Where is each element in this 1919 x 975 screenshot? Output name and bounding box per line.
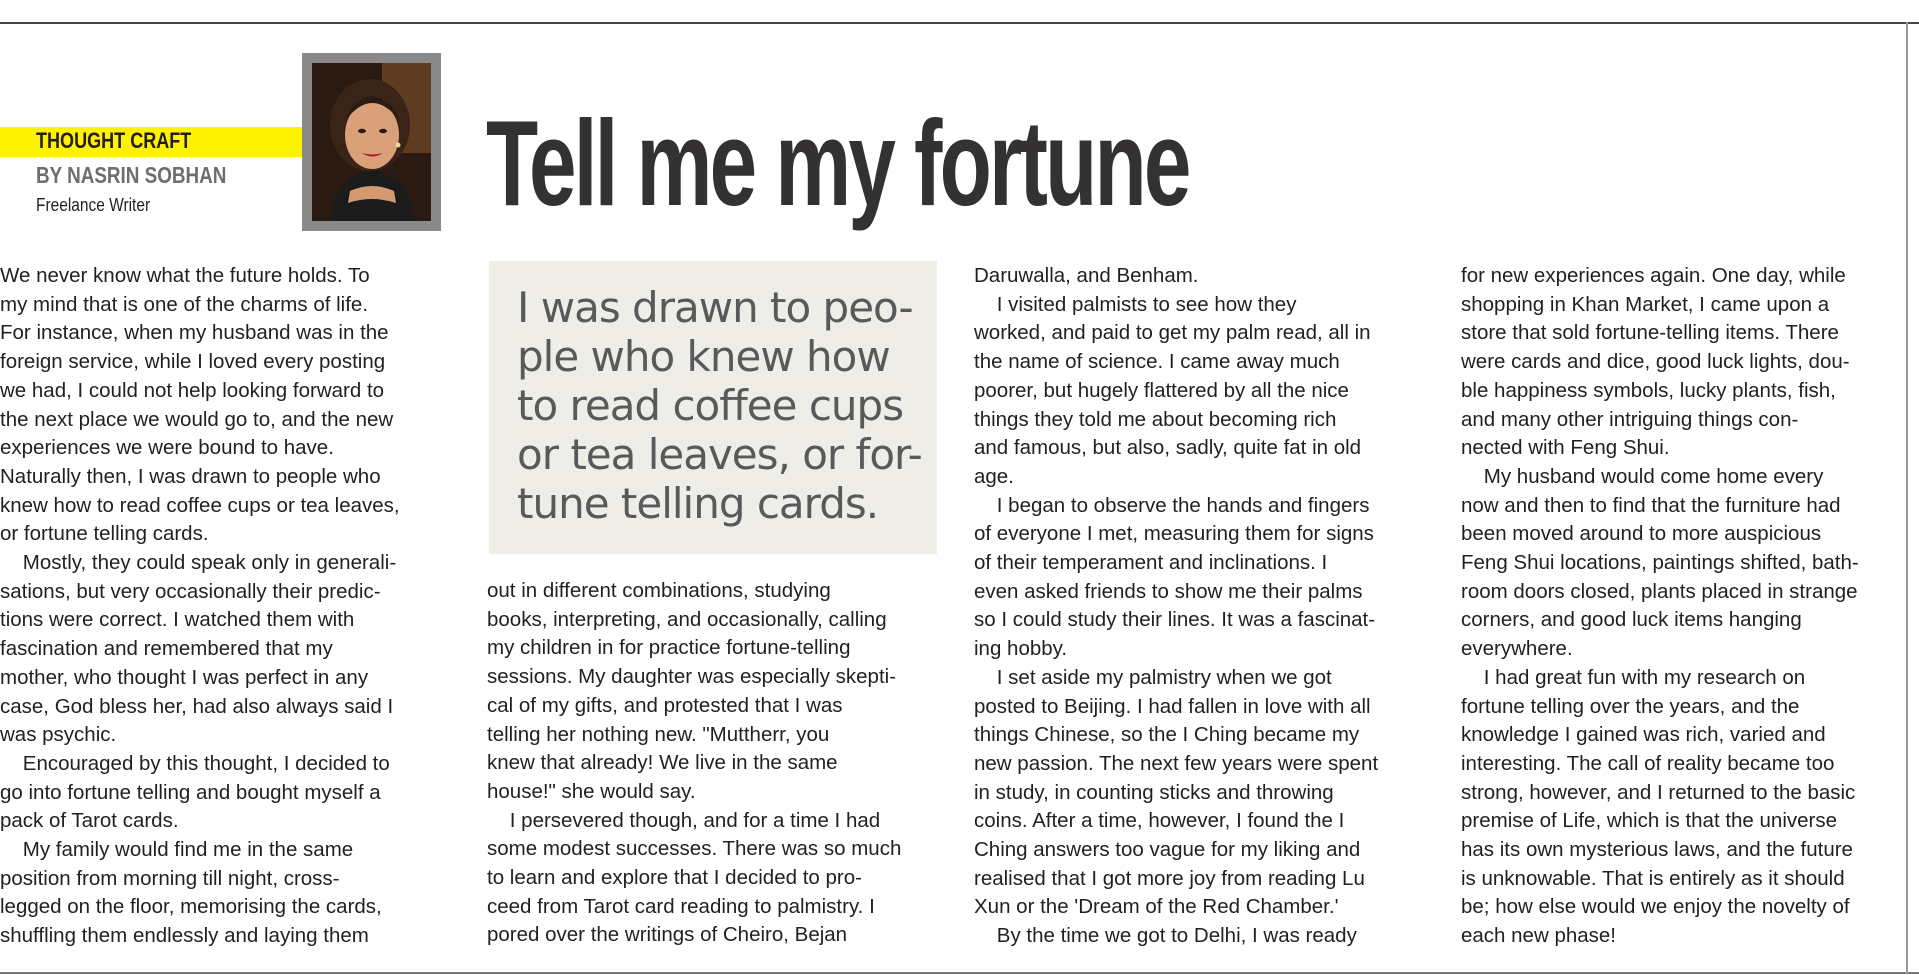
article-text-line: case, God bless her, had also always said I xyxy=(0,694,394,718)
article-text-line: shuffling them endlessly and laying them xyxy=(0,924,369,948)
article-text-line: I visited palmists to see how they xyxy=(974,292,1297,316)
pull-quote-text xyxy=(517,283,922,528)
article-text-line: the name of science. I came away much xyxy=(974,350,1340,374)
pull-quote-line: I was drawn to peo- xyxy=(517,283,913,332)
article-text-line: even asked friends to show me their palms xyxy=(974,579,1363,603)
article-text-line: Xun or the 'Dream of the Red Chamber.' xyxy=(974,895,1339,919)
article-text-line: I began to observe the hands and fingers xyxy=(974,493,1370,517)
article-text-line: Feng Shui locations, paintings shifted, bath- xyxy=(1461,551,1859,575)
article-text-line: ing hobby. xyxy=(974,637,1068,661)
article-text-line: coins. After a time, however, I found the I xyxy=(974,809,1345,833)
article-text-line: posted to Beijing. I had fallen in love with all xyxy=(974,694,1371,718)
article-text-line: We never know what the future holds. To xyxy=(0,264,370,287)
article-text-line: things they told me about becoming rich xyxy=(974,407,1337,431)
pull-quote-line: ple who knew how xyxy=(517,332,890,381)
article-text-line: go into fortune telling and bought myself a xyxy=(0,780,381,804)
article-text-line: each new phase! xyxy=(1461,924,1617,948)
article-text-line: new passion. The next few years were spent xyxy=(974,751,1379,775)
article-text-line: I persevered though, and for a time I had xyxy=(487,808,881,832)
headline: Tell me my fortune xyxy=(486,95,1189,231)
article-text-line: fortune telling over the years, and the xyxy=(1461,694,1800,718)
article-text-line: corners, and good luck items hanging xyxy=(1461,608,1802,632)
article-text-line: sations, but very occasionally their predic- xyxy=(0,579,381,603)
top-rule xyxy=(0,22,1919,24)
article-text-line: realised that I got more joy from reading Lu xyxy=(974,866,1365,890)
article-text-line: in study, in counting sticks and throwing xyxy=(974,780,1334,804)
article-text-line: some modest successes. There was so much xyxy=(487,837,902,861)
article-text-line: so I could study their lines. It was a fascinat- xyxy=(974,608,1376,632)
article-text-line: Mostly, they could speak only in generali- xyxy=(0,551,397,575)
article-text-line: I had great fun with my research on xyxy=(1461,665,1806,689)
article-text-line: Naturally then, I was drawn to people who xyxy=(0,464,381,488)
article-text-line: has its own mysterious laws, and the future xyxy=(1461,838,1853,862)
article-text-line: foreign service, while I loved every posting xyxy=(0,350,386,374)
article-text-line: age. xyxy=(974,464,1014,488)
article-text-line: telling her nothing new. "Muttherr, you xyxy=(487,722,830,746)
article-text-line: or fortune telling cards. xyxy=(0,522,209,546)
article-text-line: experiences we were bound to have. xyxy=(0,436,334,460)
article-text-line: For instance, when my husband was in the xyxy=(0,321,389,345)
article-text-line: knew how to read coffee cups or tea leaves, xyxy=(0,493,400,517)
right-rule xyxy=(1906,22,1908,974)
pull-quote-box xyxy=(489,261,937,554)
article-text-line: now and then to find that the furniture had xyxy=(1461,493,1841,517)
article-text-line: knowledge I gained was rich, varied and xyxy=(1461,723,1826,747)
article-text-line: everywhere. xyxy=(1461,637,1573,661)
article-text-line: for new experiences again. One day, while xyxy=(1461,264,1846,287)
author-byline: BY NASRIN SOBHAN xyxy=(36,162,227,188)
article-text-line: knew that already! We live in the same xyxy=(487,751,838,775)
article-text-line: cal of my gifts, and protested that I was xyxy=(487,693,843,717)
article-text-line: and many other intriguing things con- xyxy=(1461,407,1799,431)
article-text-line: strong, however, and I returned to the basic xyxy=(1461,780,1856,804)
article-text-line: fascination and remembered that my xyxy=(0,637,333,661)
article-text-line: was psychic. xyxy=(0,723,117,747)
article-text-line: interesting. The call of reality became too xyxy=(1461,751,1835,775)
article-text-line: Daruwalla, and Benham. xyxy=(974,264,1199,287)
article-text-line: house!" she would say. xyxy=(487,779,696,803)
article-text-line: my mind that is one of the charms of life. xyxy=(0,292,369,316)
article-text-line: ceed from Tarot card reading to palmistry. I xyxy=(487,894,875,918)
article-text-line: out in different combinations, studying xyxy=(487,579,831,602)
article-text-line: Ching answers too vague for my liking and xyxy=(974,838,1361,862)
article-column-2 xyxy=(487,577,901,950)
article-text-line: poorer, but hugely flattered by all the nice xyxy=(974,378,1349,402)
article-text-line: worked, and paid to get my palm read, all in xyxy=(974,321,1371,345)
article-text-line: Encouraged by this thought, I decided to xyxy=(0,751,390,775)
article-text-line: store that sold fortune-telling items. There xyxy=(1461,321,1839,345)
article-text-line: things Chinese, so the I Ching became my xyxy=(974,723,1360,747)
article-text-line: my children in for practice fortune-telling xyxy=(487,636,851,660)
article-text-line: tions were correct. I watched them with xyxy=(0,608,355,632)
article-text-line: of their temperament and inclinations. I xyxy=(974,551,1328,575)
article-text-line: mother, who thought I was perfect in any xyxy=(0,665,369,689)
article-column-3 xyxy=(974,262,1378,951)
article-text-line: to learn and explore that I decided to pro- xyxy=(487,866,862,890)
article-text-line: By the time we got to Delhi, I was ready xyxy=(974,924,1357,948)
article-text-line: be; how else would we enjoy the novelty of xyxy=(1461,895,1850,919)
article-text-line: is unknowable. That is entirely as it should xyxy=(1461,866,1845,890)
bottom-rule xyxy=(0,972,1919,974)
article-text-line: nected with Feng Shui. xyxy=(1461,436,1670,460)
article-text-line: My family would find me in the same xyxy=(0,838,354,862)
article-text-line: room doors closed, plants placed in strange xyxy=(1461,579,1858,603)
author-role: Freelance Writer xyxy=(36,195,151,215)
article-text-line: premise of Life, which is that the universe xyxy=(1461,809,1838,833)
article-text-line: were cards and dice, good luck lights, dou- xyxy=(1461,350,1850,374)
article-text-line: position from morning till night, cross- xyxy=(0,866,340,890)
article-column-4 xyxy=(1461,262,1859,951)
article-text-line: I set aside my palmistry when we got xyxy=(974,665,1332,689)
article-column-1 xyxy=(0,262,400,951)
article-text-line: and famous, but also, sadly, quite fat in old xyxy=(974,436,1362,460)
article-text-line: sessions. My daughter was especially skepti- xyxy=(487,665,897,689)
article-text-line: we had, I could not help looking forward to xyxy=(0,378,385,402)
author-portrait xyxy=(302,53,441,231)
article-text-line: shopping in Khan Market, I came upon a xyxy=(1461,292,1830,316)
article-text-line: legged on the floor, memorising the cards, xyxy=(0,895,382,919)
article-text-line: ble happiness symbols, lucky plants, fish, xyxy=(1461,378,1836,402)
article-text-line: been moved around to more auspicious xyxy=(1461,522,1822,546)
article-text-line: books, interpreting, and occasionally, calling xyxy=(487,607,887,631)
article-text-line: pack of Tarot cards. xyxy=(0,809,179,833)
article-text-line: pored over the writings of Cheiro, Bejan xyxy=(487,923,848,947)
article-text-line: My husband would come home every xyxy=(1461,464,1824,488)
pull-quote-line: to read coffee cups xyxy=(517,381,904,430)
column-kicker: THOUGHT CRAFT xyxy=(36,128,192,153)
article-text-line: of everyone I met, measuring them for signs xyxy=(974,522,1374,546)
article-text-line: the next place we would go to, and the new xyxy=(0,407,394,431)
pull-quote-line: tune telling cards. xyxy=(517,479,879,528)
author-photo-illustration xyxy=(312,63,431,221)
pull-quote-line: or tea leaves, or for- xyxy=(517,430,922,479)
